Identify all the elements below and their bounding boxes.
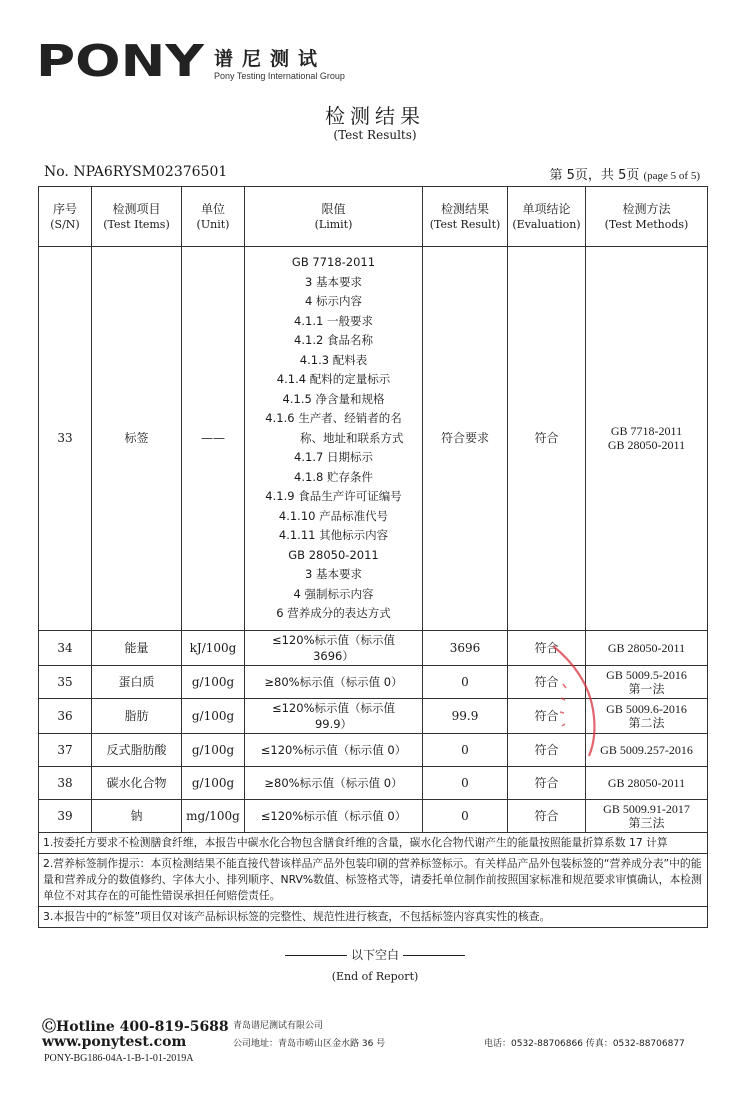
cell-sn: 34 — [39, 630, 92, 665]
cell-method — [586, 247, 708, 631]
page-title-en: (Test Results) — [333, 128, 417, 142]
website-link[interactable]: www.ponytest.com — [42, 1034, 187, 1050]
cell-method: GB 5009.6-2016 第二法 — [586, 698, 708, 733]
cell-limit: ≤120%标示值（标示值 0） — [245, 733, 423, 766]
limit-line: 3 基本要求 — [305, 567, 362, 581]
limit-line: 称、地址和联系方式 — [263, 430, 404, 445]
limit-line: 6 营养成分的表达方式 — [276, 606, 391, 620]
cell-evaluation: 符合 — [508, 766, 586, 799]
table-row — [39, 733, 708, 766]
footer-address: 公司地址：青岛市崂山区金水路 36 号 — [233, 1039, 386, 1049]
cell-unit: kJ/100g — [182, 630, 245, 665]
cell-item: 蛋白质 — [92, 665, 182, 698]
cell-limit: ≤120%标示值（标示值 99.9） — [245, 698, 423, 733]
cell-limit: ≤120%标示值（标示值 3696） — [245, 630, 423, 665]
header-evaluation: 单项结论 (Evaluation) — [508, 187, 586, 247]
cell-sn: 33 — [39, 247, 92, 631]
cell-evaluation: 符合 — [508, 665, 586, 698]
limit-line: GB 28050-2011 — [288, 547, 379, 562]
limit-line: 4 强制标示内容 — [293, 586, 374, 601]
limit-line: 4.1.8 贮存条件 — [294, 469, 373, 484]
company-name-en: Pony Testing International Group — [214, 71, 345, 81]
cell-method: GB 28050-2011 — [586, 766, 708, 799]
cell-unit: —— — [182, 247, 245, 631]
page-indicator-en: (page 5 of 5) — [643, 170, 700, 182]
report-number: No. NPA6RYSM02376501 — [44, 164, 228, 180]
table-row — [39, 247, 708, 631]
header-items: 检测项目 (Test Items) — [92, 187, 182, 247]
note-3: 3.本报告中的“标签”项目仅对该产品标识标签的完整性、规范性进行核查，不包括标签内容真实性的核查。 — [39, 906, 708, 927]
cell-item: 能量 — [92, 630, 182, 665]
note-row — [39, 832, 708, 853]
limit-line: 4.1.7 日期标示 — [294, 450, 373, 464]
document-code: PONY-BG186-04A-1-B-1-01-2019A — [44, 1053, 194, 1064]
cell-method: GB 28050-2011 — [586, 630, 708, 665]
cell-result: 3696 — [423, 630, 508, 665]
cell-result: 符合要求 — [423, 247, 508, 631]
cell-unit: mg/100g — [182, 799, 245, 832]
limit-line: 4.1.10 产品标准代号 — [278, 508, 389, 523]
limit-line: 4.1.1 一般要求 — [294, 313, 373, 328]
hotline: ⒸHotline 400-819-5688 — [42, 1019, 229, 1035]
header-result: 检测结果 (Test Result) — [423, 187, 508, 247]
page-indicator-cn: 第 5页，共 5页 — [549, 168, 640, 183]
cell-result: 0 — [423, 799, 508, 832]
limit-line: 4 标示内容 — [305, 294, 362, 308]
method-line: GB 28050-2011 — [607, 438, 686, 453]
cell-result: 0 — [423, 766, 508, 799]
cell-sn: 36 — [39, 698, 92, 733]
copyright-icon: Ⓒ — [42, 1019, 56, 1035]
cell-item: 标签 — [92, 247, 182, 631]
cell-sn: 35 — [39, 665, 92, 698]
cell-result: 0 — [423, 733, 508, 766]
note-row — [39, 853, 708, 906]
cell-limit: ≤120%标示值（标示值 0） — [245, 799, 423, 832]
limit-line: 4.1.6 生产者、经销者的名 — [265, 411, 402, 425]
cell-limit — [245, 247, 423, 631]
limit-line: 4.1.4 配料的定量标示 — [276, 372, 391, 386]
limit-line: 3 基本要求 — [305, 274, 362, 289]
cell-evaluation: 符合 — [508, 630, 586, 665]
header-sn: 序号 (S/N) — [39, 187, 92, 247]
table-row — [39, 799, 708, 832]
cell-evaluation: 符合 — [508, 799, 586, 832]
header-limit: 限值 (Limit) — [245, 187, 423, 247]
cell-sn: 38 — [39, 766, 92, 799]
limit-line: 4.1.2 食品名称 — [294, 333, 373, 347]
pony-logo — [36, 40, 206, 82]
footer-company: 青岛谱尼测试有限公司 — [233, 1021, 324, 1031]
cell-result: 99.9 — [423, 698, 508, 733]
page-indicator — [550, 164, 700, 183]
footer-phones: 电话：0532-88706866 传真：0532-88706877 — [484, 1039, 685, 1049]
table-row — [39, 630, 708, 665]
header-methods: 检测方法 (Test Methods) — [586, 187, 708, 247]
cell-method: GB 5009.5-2016 第一法 — [586, 665, 708, 698]
limit-line: 4.1.11 其他标示内容 — [278, 528, 389, 542]
note-1: 1.按委托方要求不检测膳食纤维，本报告中碳水化合物包含膳食纤维的含量，碳水化合物代谢产生的能量按照能量折算系数 17 计算 — [39, 832, 708, 853]
limit-line: 4.1.5 净含量和规格 — [282, 391, 385, 406]
cell-limit: ≥80%标示值（标示值 0） — [245, 665, 423, 698]
method-line: GB 7718-2011 — [610, 424, 683, 439]
limit-line: GB 7718-2011 — [291, 255, 376, 269]
cell-unit: g/100g — [182, 766, 245, 799]
cell-unit: g/100g — [182, 698, 245, 733]
table-row — [39, 665, 708, 698]
header-unit: 单位 (Unit) — [182, 187, 245, 247]
table-row — [39, 766, 708, 799]
cell-method: GB 5009.257-2016 — [586, 733, 708, 766]
limit-line: 4.1.9 食品生产许可证编号 — [265, 489, 402, 503]
cell-result: 0 — [423, 665, 508, 698]
cell-sn: 37 — [39, 733, 92, 766]
page-title: 检测结果 — [325, 104, 425, 128]
company-name-cn: 谱尼测试 — [214, 48, 327, 70]
cell-item: 脂肪 — [92, 698, 182, 733]
results-table — [38, 186, 708, 928]
note-row — [39, 906, 708, 927]
table-row — [39, 698, 708, 733]
cell-evaluation: 符合 — [508, 698, 586, 733]
cell-sn: 39 — [39, 799, 92, 832]
red-seal-stamp — [545, 640, 605, 760]
cell-item: 钠 — [92, 799, 182, 832]
limit-line: 4.1.3 配料表 — [299, 352, 368, 367]
note-2: 2.营养标签制作提示：本页检测结果不能直接代替该样品产品外包装印刷的营养标签标示。有关样品产品外包装标签的“营养成分表”中的能量和营养成分的数值修约、字体大小、排列顺序、NRV%数值、标签格式等，请委托单位制作前按照国家标准和规范要求审慎确认，本检测单位不对其存在的可能性错误承担任何赔偿责任。 — [39, 853, 708, 906]
end-of-report-cn: 以下空白 — [0, 946, 750, 963]
cell-item: 反式脂肪酸 — [92, 733, 182, 766]
cell-limit: ≥80%标示值（标示值 0） — [245, 766, 423, 799]
cell-item: 碳水化合物 — [92, 766, 182, 799]
cell-evaluation: 符合 — [508, 733, 586, 766]
cell-unit: g/100g — [182, 733, 245, 766]
table-header-row — [39, 187, 708, 247]
end-of-report-en: (End of Report) — [331, 970, 419, 983]
cell-method: GB 5009.91-2017 第三法 — [586, 799, 708, 832]
cell-evaluation: 符合 — [508, 247, 586, 631]
cell-unit: g/100g — [182, 665, 245, 698]
svg-text:PONY: PONY — [36, 40, 206, 82]
